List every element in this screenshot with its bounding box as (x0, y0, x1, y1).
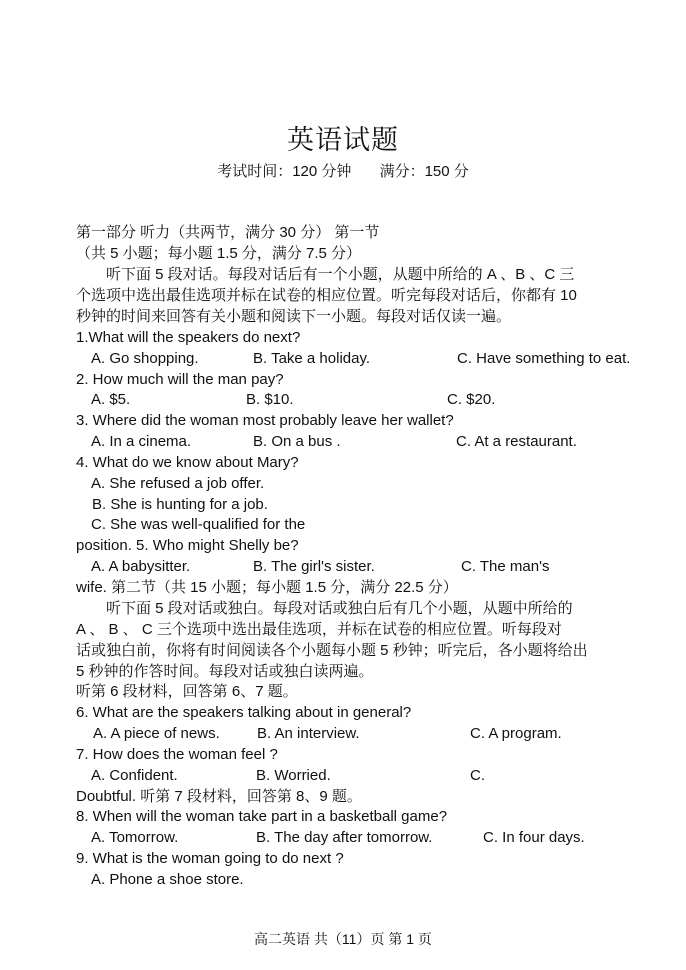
q7-option-c: C. (470, 767, 485, 784)
q7-option-b: B. Worried. (256, 767, 331, 784)
q3-stem: 3. Where did the woman most probably leave her wallet? (76, 412, 454, 429)
section2-instr-line: 话或独白前，你将有时间阅读各个小题每小题 5 秒钟；听完后，各小题将给出 (76, 642, 588, 659)
q8-option-a: A. Tomorrow. (91, 829, 179, 846)
q2-option-b: B. $10. (246, 391, 294, 408)
q1-stem: 1.What will the speakers do next? (76, 329, 301, 346)
q7-option-a: A. Confident. (91, 767, 178, 784)
q4-option-a: A. She refused a job offer. (91, 475, 265, 492)
q6-option-c: C. A program. (470, 725, 562, 742)
q1-option-c: C. Have something to eat. (457, 350, 631, 367)
q5-option-a: A. A babysitter. (91, 558, 191, 575)
page-title: 英语试题 (287, 125, 399, 155)
exam-info (0, 160, 686, 181)
q8-stem: 8. When will the woman take part in a basketball game? (76, 808, 448, 825)
q3-option-c: C. At a restaurant. (456, 433, 577, 450)
section1-instr-line: 秒钟的时间来回答有关小题和阅读下一小题。每段对话仅读一遍。 (76, 308, 512, 325)
q6-option-a: A. A piece of news. (93, 725, 220, 742)
full-score: 满分：150 分 (379, 163, 469, 180)
page-footer: 高二英语 共（11）页 第 1 页 (254, 931, 432, 947)
q4-cont-q5-stem: position. 5. Who might Shelly be? (76, 537, 299, 554)
q2-stem: 2. How much will the man pay? (76, 371, 284, 388)
q7-stem: 7. How does the woman feel ? (76, 746, 278, 763)
q3-option-b: B. On a bus . (253, 433, 341, 450)
material-6-label: 听第 6 段材料，回答第 6、7 题。 (76, 683, 298, 700)
q4-option-b: B. She is hunting for a job. (92, 496, 268, 513)
section1-heading: 第一部分 听力（共两节，满分 30 分） 第一节 (76, 224, 380, 241)
exam-time: 考试时间：120 分钟 (217, 163, 352, 180)
section1-instr-line: 个选项中选出最佳选项并标在试卷的相应位置。听完每段对话后，你都有 10 (76, 287, 577, 304)
q9-stem: 9. What is the woman going to do next ? (76, 850, 344, 867)
q6-option-b: B. An interview. (257, 725, 360, 742)
q1-option-a: A. Go shopping. (91, 350, 199, 367)
q9-option-a: A. Phone a shoe store. (91, 871, 244, 888)
q4-option-c: C. She was well-qualified for the (91, 516, 306, 533)
q5-option-b: B. The girl's sister. (253, 558, 375, 575)
section2-instr-line: A 、 B 、 C 三个选项中选出最佳选项，并标在试卷的相应位置。听每段对 (76, 621, 562, 638)
q2-option-c: C. $20. (447, 391, 496, 408)
q2-option-a: A. $5. (91, 391, 131, 408)
q4-stem: 4. What do we know about Mary? (76, 454, 299, 471)
q3-option-a: A. In a cinema. (91, 433, 192, 450)
section2-instr-line: 5 秒钟的作答时间。每段对话或独白读两遍。 (76, 663, 374, 680)
section1-instr-line: 听下面 5 段对话。每段对话后有一个小题，从题中所给的 A 、B 、C 三 (106, 266, 575, 283)
q1-option-b: B. Take a holiday. (253, 350, 371, 367)
q8-option-c: C. In four days. (483, 829, 585, 846)
q8-option-b: B. The day after tomorrow. (256, 829, 433, 846)
section2-instr-line: 听下面 5 段对话或独白。每段对话或独白后有几个小题，从题中所给的 (106, 600, 573, 617)
section2-heading: wife. 第二节（共 15 小题；每小题 1.5 分，满分 22.5 分） (76, 579, 458, 596)
section1-sub: （共 5 小题；每小题 1.5 分，满分 7.5 分） (76, 245, 362, 262)
q7-cont-material-7: Doubtful. 听第 7 段材料，回答第 8、9 题。 (76, 788, 362, 805)
q5-option-c: C. The man's (461, 558, 550, 575)
q6-stem: 6. What are the speakers talking about in general? (76, 704, 412, 721)
